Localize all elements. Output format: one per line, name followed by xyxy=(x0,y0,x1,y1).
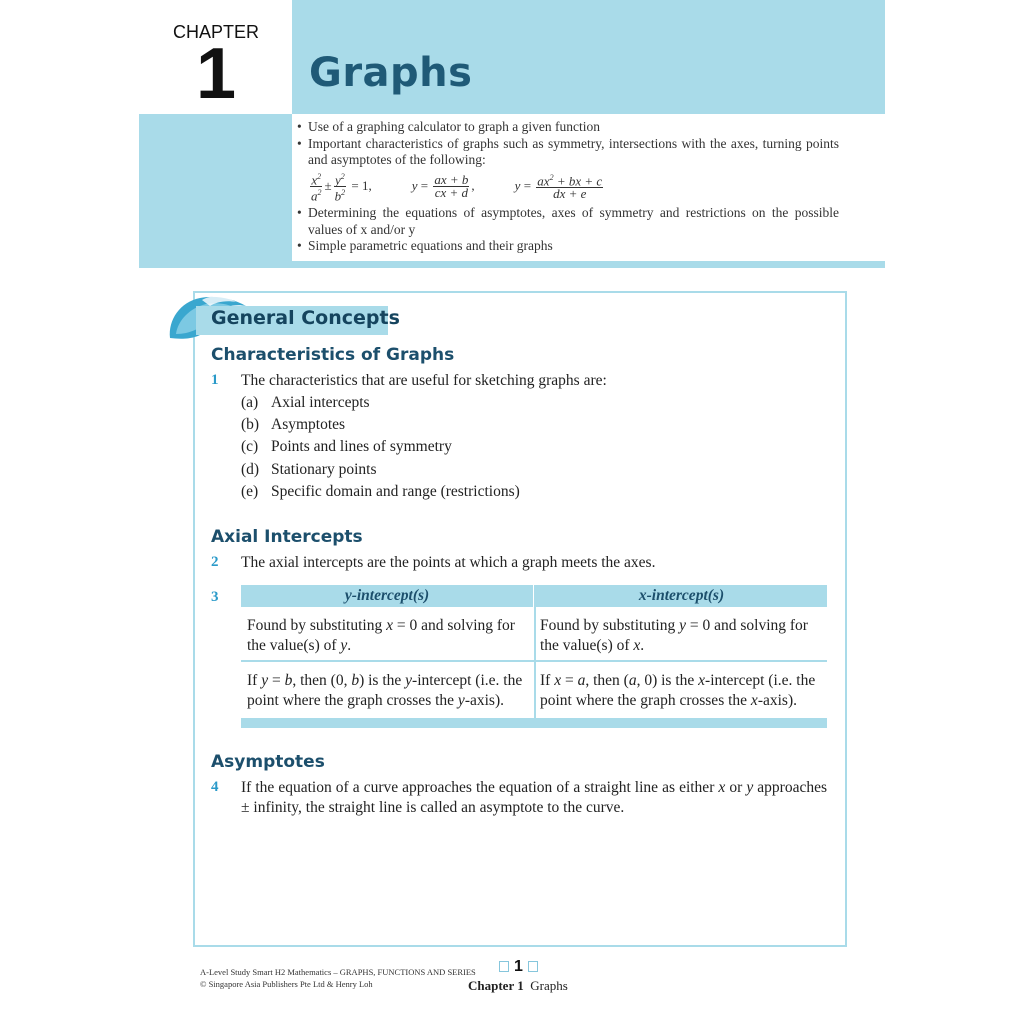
footer-chapter-name: Graphs xyxy=(530,978,568,993)
learning-objectives xyxy=(297,119,839,255)
table-cell: Found by substituting x = 0 and solving for the value(s) of y. xyxy=(247,617,515,654)
formula-row xyxy=(308,171,839,203)
table-header-x: x-intercept(s) xyxy=(536,585,827,607)
square-icon xyxy=(528,961,538,972)
objectives-side-band xyxy=(139,114,292,268)
section-heading: Axial Intercepts xyxy=(211,527,363,547)
table-cell: Found by substituting y = 0 and solving for the value(s) of x. xyxy=(540,617,808,654)
objective-text: Determining the equations of asymptotes, axes of symmetry and restrictions on the possible values of x and/or y xyxy=(308,205,839,237)
paragraph-number: 1 xyxy=(211,372,219,388)
footer-copyright: © Singapore Asia Publishers Pte Ltd & Henry Loh xyxy=(200,979,373,989)
objective-item: • Important characteristics of graphs such as symmetry, intersections with the axes, turning points and asymptotes of the following: xyxy=(297,135,839,167)
objective-item: • Determining the equations of asymptotes, axes of symmetry and restrictions on the possible values of x and/or y xyxy=(297,205,839,237)
table-divider xyxy=(534,585,536,718)
footer-book-line: A-Level Study Smart H2 Mathematics – GRAPHS, FUNCTIONS AND SERIES xyxy=(200,967,476,977)
list-item xyxy=(241,438,452,456)
list-item-text: Points and lines of symmetry xyxy=(271,438,452,455)
list-item-text: Asymptotes xyxy=(271,416,346,433)
list-item xyxy=(241,394,370,412)
general-concepts-label: General Concepts xyxy=(211,307,400,329)
footer-credits xyxy=(200,966,476,990)
list-item-label: (c) xyxy=(241,438,259,455)
list-item-text: Axial intercepts xyxy=(271,394,370,411)
list-item-label: (e) xyxy=(241,483,259,500)
list-item-label: (a) xyxy=(241,394,259,411)
paragraph-text: If the equation of a curve approaches the equation of a straight line as either x or y approaches ± infinity, the straight line is called an asymptote to the curve. xyxy=(241,779,827,816)
list-item xyxy=(241,461,376,479)
list-item-label: (d) xyxy=(241,461,260,478)
chapter-title: Graphs xyxy=(309,50,473,96)
formula-conic: $\frac{x^2}{a^2}$ ± $\frac{y^2}{b^2}$ = 1, xyxy=(311,171,372,204)
section-heading: Asymptotes xyxy=(211,752,325,772)
formula-rational-linear: y = $\frac{ax + b}{cx + d}$ , xyxy=(411,171,475,200)
table-cell: If x = a, then (a, 0) is the x-intercept (i.e. the point where the graph crosses the x-axis). xyxy=(540,672,816,709)
list-item-text: Stationary points xyxy=(271,461,377,478)
objective-item: • Use of a graphing calculator to graph a given function xyxy=(297,119,839,136)
square-icon xyxy=(499,961,509,972)
table-cell: If y = b, then (0, b) is the y-intercept (i.e. the point where the graph crosses the y-axis). xyxy=(247,672,523,709)
table-header-y: y-intercept(s) xyxy=(241,585,533,607)
footer-chapter-number: Chapter 1 xyxy=(468,978,524,993)
objectives-bottom-band xyxy=(292,261,885,268)
formula-rational-quadratic: y = $\frac{ax^2 + bx + c}{dx + e}$ xyxy=(514,173,603,202)
list-item xyxy=(241,416,345,434)
chapter-number: 1 xyxy=(195,34,237,114)
chapter-label: CHAPTER xyxy=(172,22,259,42)
paragraph-number: 3 xyxy=(211,589,219,605)
objective-text: Important characteristics of graphs such as symmetry, intersections with the axes, turning points and asymptotes of the following: xyxy=(308,135,839,167)
table-row-divider xyxy=(241,660,827,662)
paragraph-text: The characteristics that are useful for sketching graphs are: xyxy=(241,372,607,389)
paragraph-number: 2 xyxy=(211,554,219,570)
list-item-label: (b) xyxy=(241,416,260,433)
paragraph-text: The axial intercepts are the points at which a graph meets the axes. xyxy=(241,554,656,571)
objective-item: • Simple parametric equations and their graphs xyxy=(297,238,839,255)
paragraph-number: 4 xyxy=(211,779,219,795)
table-footer-band xyxy=(241,718,827,728)
objective-text: Use of a graphing calculator to graph a given function xyxy=(308,119,601,134)
footer-chapter xyxy=(468,978,568,994)
objective-text: Simple parametric equations and their graphs xyxy=(308,238,553,254)
list-item xyxy=(241,483,520,501)
page-number: 1 xyxy=(494,958,543,976)
section-heading: Characteristics of Graphs xyxy=(211,345,455,365)
list-item-text: Specific domain and range (restrictions) xyxy=(271,483,520,500)
